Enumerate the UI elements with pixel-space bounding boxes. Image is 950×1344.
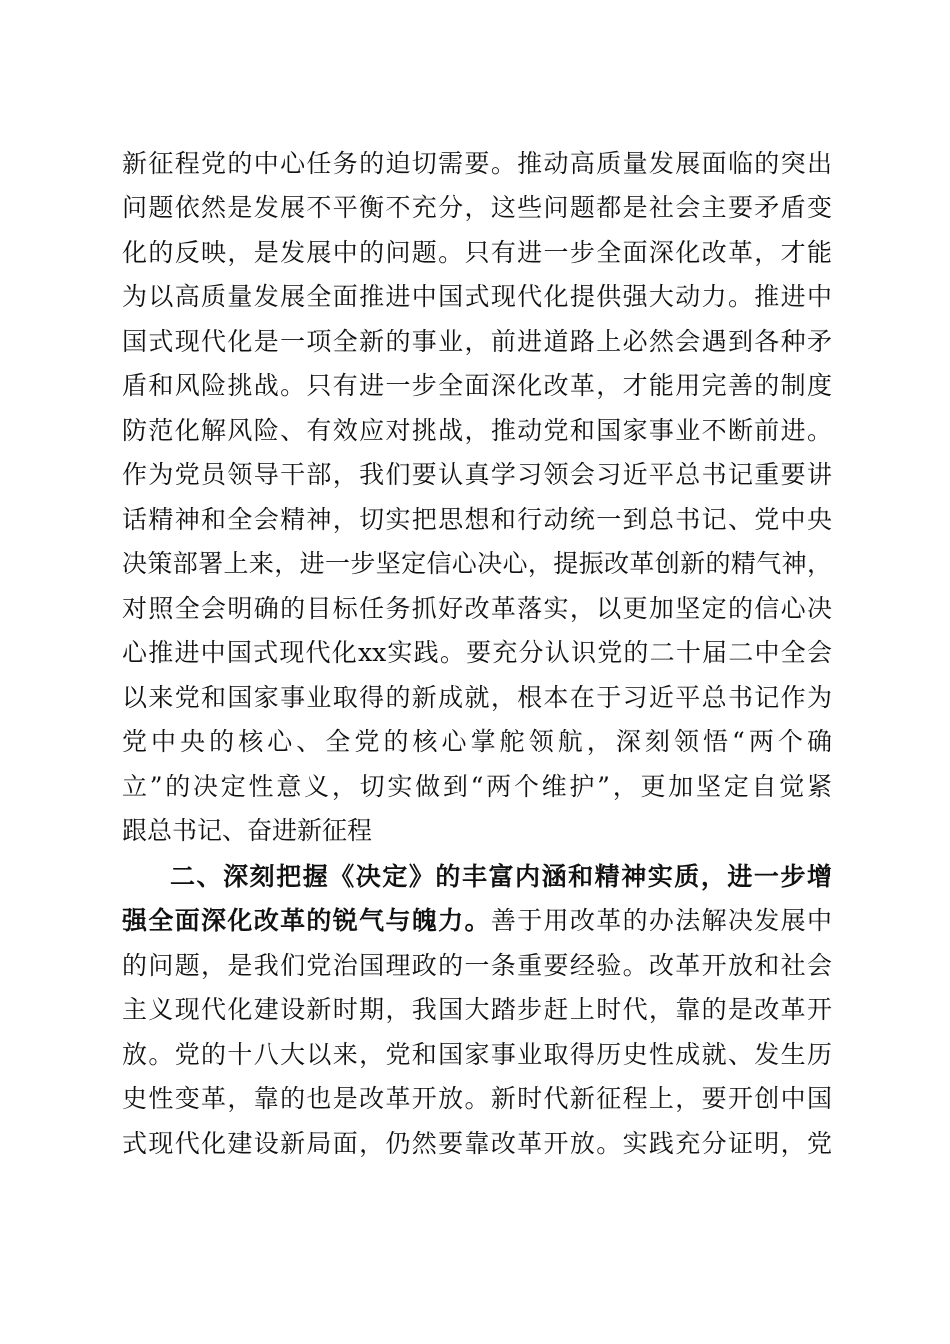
paragraph-line: 作为党员领导干部，我们要认真学习领会习近平总书记重要讲 — [122, 460, 832, 489]
paragraph-line: 盾和风险挑战。只有进一步全面深化改革，才能用完善的制度 — [122, 371, 832, 400]
paragraph-line: 决策部署上来，进一步坚定信心决心，提振改革创新的精气神， — [122, 549, 832, 578]
paragraph-line: 国式现代化是一项全新的事业，前进道路上必然会遇到各种矛 — [122, 327, 832, 356]
paragraph-line: 心推进中国式现代化xx实践。要充分认识党的二十届二中全会 — [122, 638, 832, 667]
paragraph-line: 放。党的十八大以来，党和国家事业取得历史性成就、发生历 — [122, 1040, 832, 1069]
paragraph-line: 对照全会明确的目标任务抓好改革落实，以更加坚定的信心决 — [122, 594, 832, 623]
paragraph-line: 党中央的核心、全党的核心掌舵领航，深刻领悟“两个确 — [122, 727, 832, 756]
paragraph-line: 以来党和国家事业取得的新成就，根本在于习近平总书记作为 — [122, 683, 832, 712]
paragraph-line: 问题依然是发展不平衡不充分，这些问题都是社会主要矛盾变 — [122, 193, 832, 222]
section-heading — [170, 861, 832, 893]
paragraph-line: 跟总书记、奋进新征程 — [122, 816, 373, 845]
paragraph-line: 为以高质量发展全面推进中国式现代化提供强大动力。推进中 — [122, 282, 832, 311]
paragraph-line: 的问题，是我们党治国理政的一条重要经验。改革开放和社会 — [122, 951, 832, 980]
section-heading-continuation — [122, 905, 832, 937]
paragraph-line: 防范化解风险、有效应对挑战，推动党和国家事业不断前进。 — [122, 416, 832, 445]
paragraph-line: 新征程党的中心任务的迫切需要。推动高质量发展面临的突出 — [122, 149, 832, 178]
paragraph-text: 善于用改革的办法解决发展中 — [490, 906, 832, 935]
section-heading-text: 强全面深化改革的锐气与魄力。 — [122, 906, 491, 935]
section-heading-text: 二、深刻把握《决定》的丰富内涵和精神实质，进一步增 — [170, 862, 832, 891]
paragraph-line: 话精神和全会精神，切实把思想和行动统一到总书记、党中央 — [122, 505, 832, 534]
paragraph-line: 化的反映，是发展中的问题。只有进一步全面深化改革，才能 — [122, 238, 832, 267]
paragraph-line: 立”的决定性意义，切实做到“两个维护”，更加坚定自觉紧 — [122, 772, 832, 801]
paragraph-line: 式现代化建设新局面，仍然要靠改革开放。实践充分证明，党 — [122, 1129, 832, 1158]
paragraph-line: 主义现代化建设新时期，我国大踏步赶上时代，靠的是改革开 — [122, 995, 832, 1024]
paragraph-line: 史性变革，靠的也是改革开放。新时代新征程上，要开创中国 — [122, 1084, 832, 1113]
